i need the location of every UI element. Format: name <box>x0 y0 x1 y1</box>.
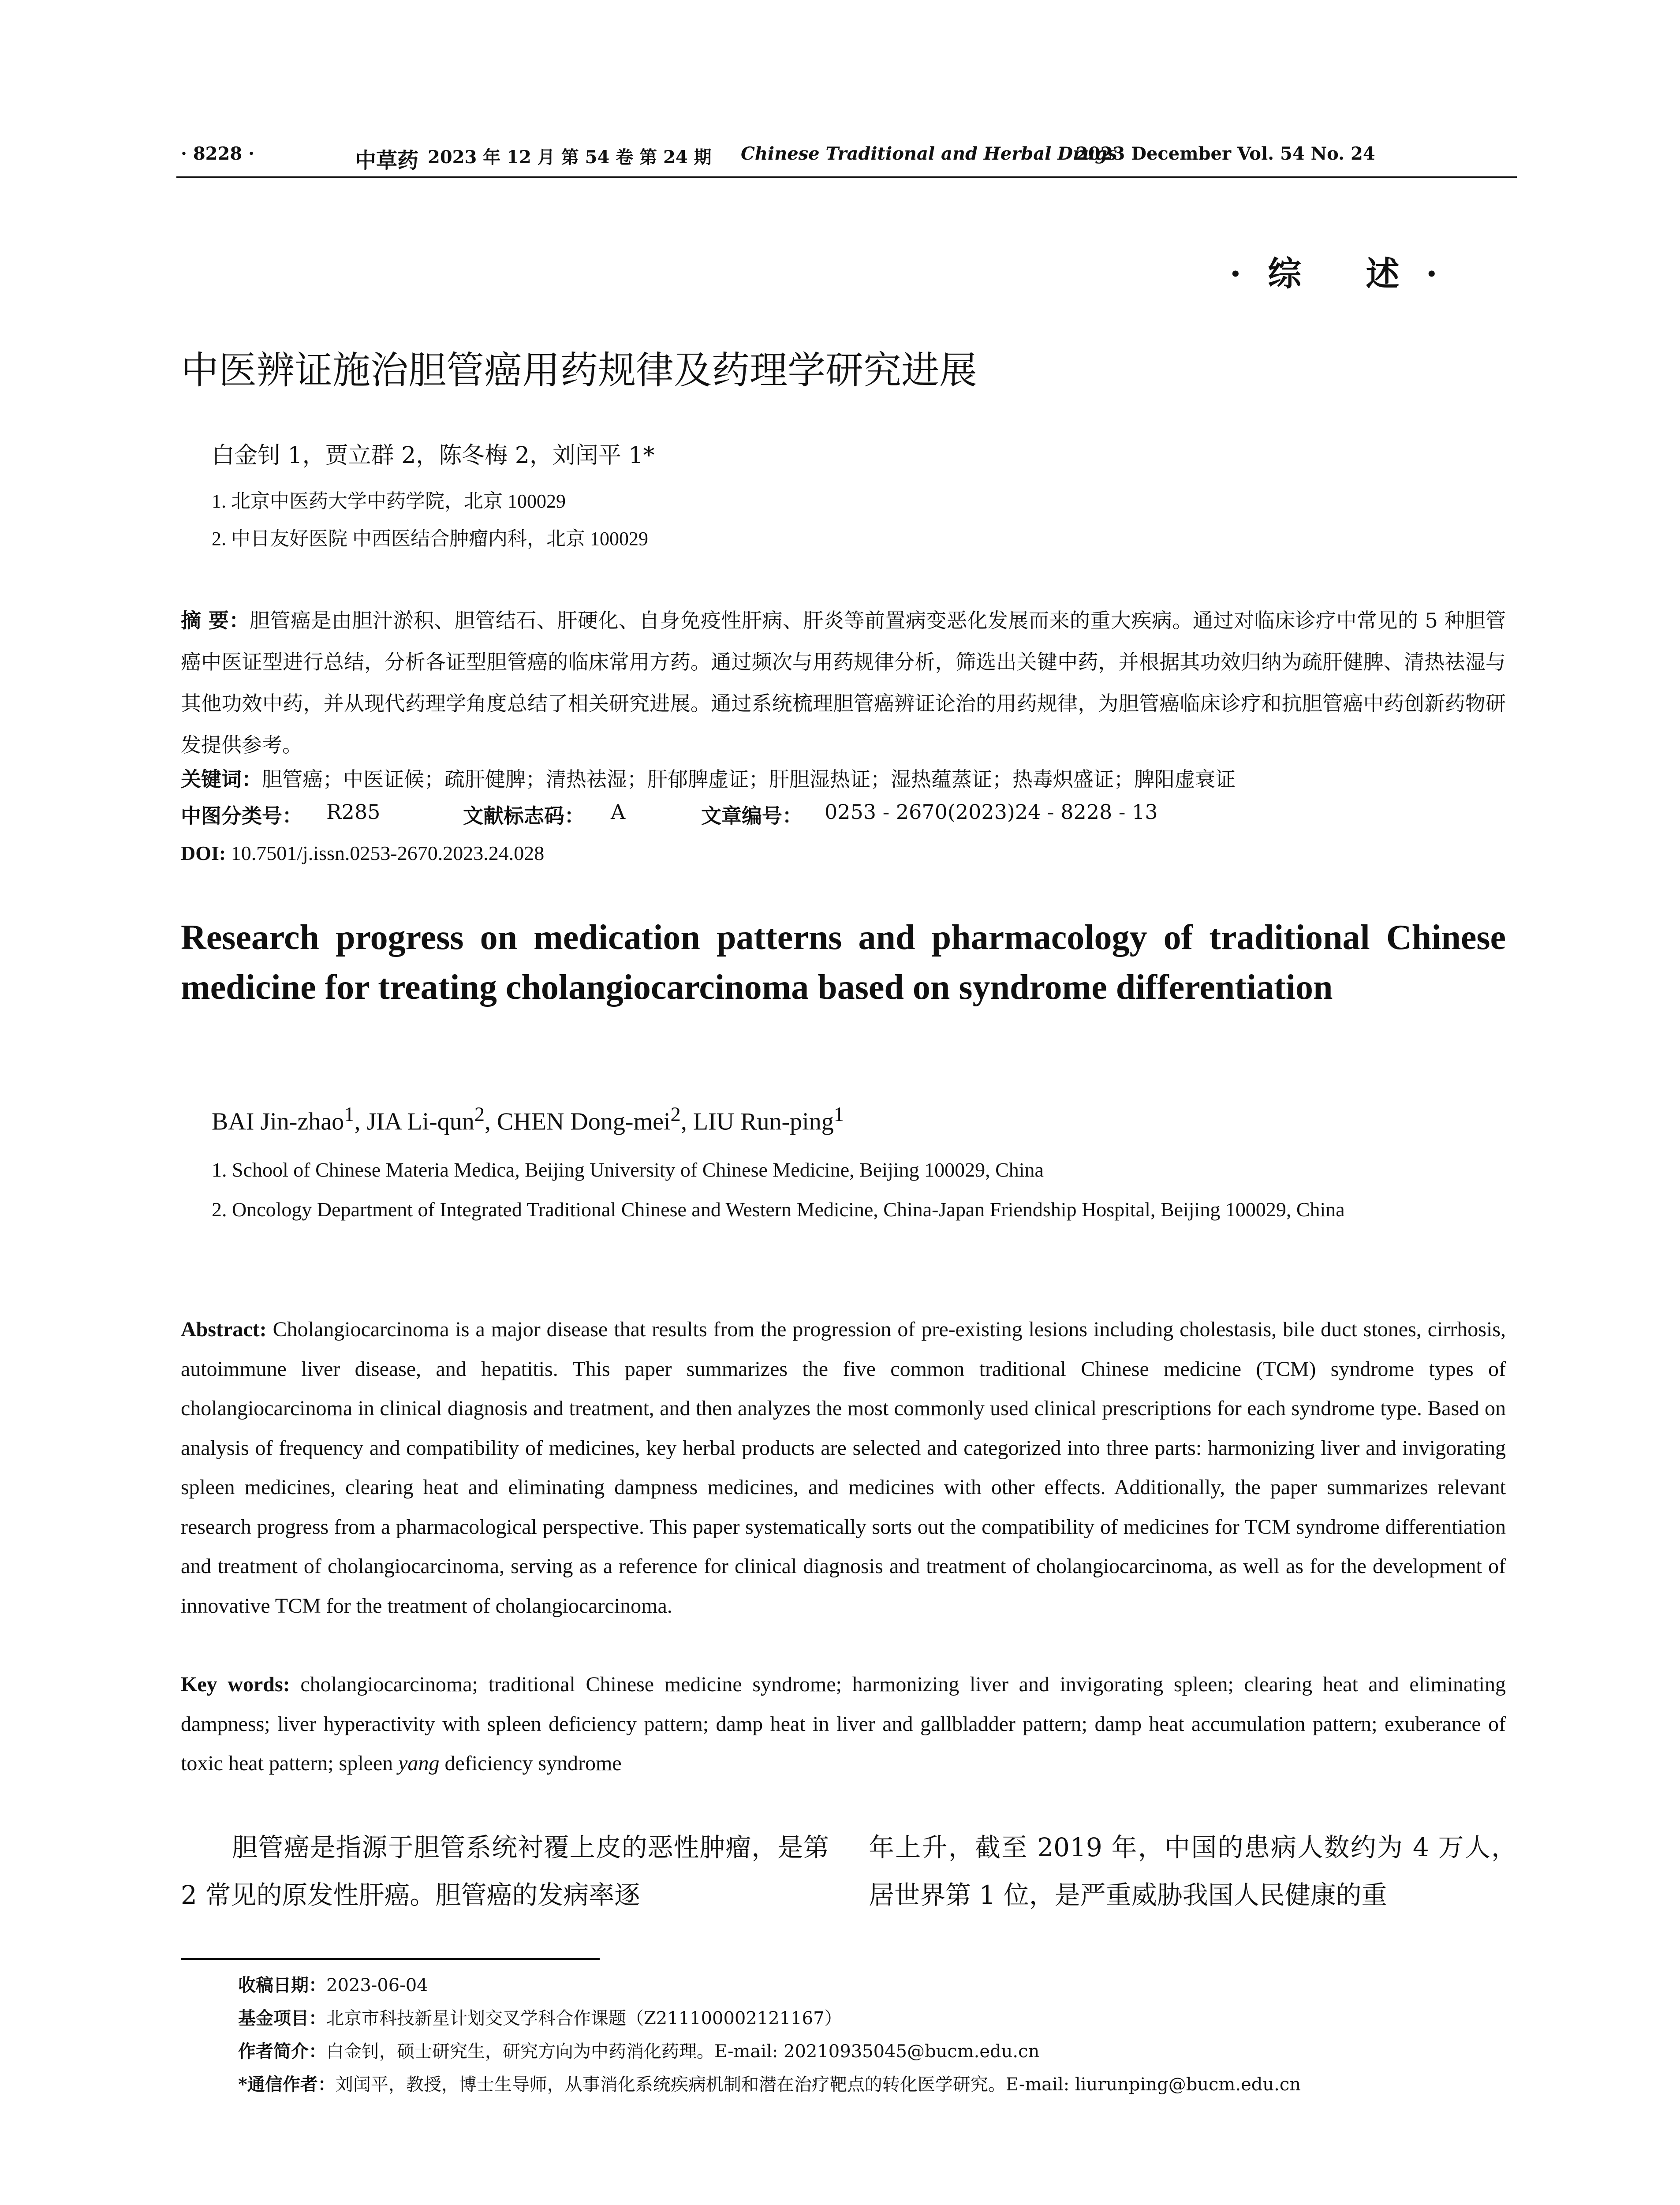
author-en-3: , CHEN Dong-mei <box>485 1108 671 1136</box>
footnote-rule <box>181 1958 600 1960</box>
journal-name-cn: 中草药 <box>355 148 419 173</box>
clc-label: 中图分类号： <box>181 804 302 828</box>
abstract-cn-text: 胆管癌是由胆汁淤积、胆管结石、肝硬化、自身免疫性肝病、肝炎等前置病变恶化发展而来的重大疾病。通过对临床诊疗中常见的 5 种胆管癌中医证型进行总结，分析各证型胆管癌的临床常用方药。通过频次与用药规律分析，筛选出关键中药，并根据其功效归纳为疏肝健脾、清热祛湿与其他功效中药，并从现代药理学角度总结了相关研究进展。通过系统梳理胆管癌辨证论治的用药规律，为胆管癌临床诊疗和抗胆管癌中药创新药物研发提供参考。 <box>181 609 1506 757</box>
footnote-text: 北京市科技新星计划交叉学科合作课题（Z211100002121167） <box>326 2008 842 2029</box>
keywords-en-label: Key words: <box>181 1673 290 1696</box>
affiliation-cn-2: 2. 中日友好医院 中西医结合肿瘤内科，北京 100029 <box>212 528 648 549</box>
doi-line <box>181 841 544 865</box>
authors-en <box>212 1102 844 1136</box>
footnote-corresponding <box>238 2070 1301 2096</box>
abstract-en-text: Cholangiocarcinoma is a major disease that results from the progression of pre-existing lesions including cholestasis, bile duct stones, cirrhosis, autoimmune liver disease, and hepatitis. This paper summarizes the five common traditional Chinese medicine (TCM) syndrome types of cholangiocarcinoma in clinical diagnosis and treatment, and then analyzes the most commonly used clinical prescriptions for each syndrome type. Based on analysis of frequency and compatibility of medicines, key herbal products are selected and categorized into three parts: harmonizing liver and invigorating spleen medicines, clearing heat and eliminating dampness medicines, and medicines with other effects. Additionally, the paper summarizes relevant research progress from a pharmacological perspective. This paper systematically sorts out the compatibility of medicines for TCM syndrome differentiation and treatment of cholangiocarcinoma, serving as a reference for clinical diagnosis and treatment of cholangiocarcinoma, as well as for the development of innovative TCM for the treatment of cholangiocarcinoma. <box>181 1318 1506 1618</box>
page-number: · 8228 · <box>181 143 255 164</box>
keywords-cn-text: 胆管癌；中医证候；疏肝健脾；清热祛湿；肝郁脾虚证；肝胆湿热证；湿热蕴蒸证；热毒炽盛证；脾阳虚衰证 <box>262 767 1236 791</box>
footnote-label: 收稿日期： <box>238 1975 326 1996</box>
author-en-2-sup: 2 <box>474 1103 485 1126</box>
author-en-1: BAI Jin-zhao <box>212 1108 344 1136</box>
author-en-4-sup: 1 <box>833 1103 844 1126</box>
author-en-4: , LIU Run-ping <box>680 1108 834 1136</box>
footnote-text: 刘闰平，教授，博士生导师，从事消化系统疾病机制和潜在治疗靶点的转化医学研究。E-mail: liurunping@bucm.edu.cn <box>335 2074 1301 2095</box>
footnote-label: 作者简介： <box>238 2041 326 2062</box>
abstract-en <box>181 1310 1506 1626</box>
doc-code-value: A <box>611 800 626 824</box>
author-en-1-sup: 1 <box>344 1103 355 1126</box>
journal-name-en: Chinese Traditional and Herbal Drugs <box>741 143 1117 164</box>
footnote-label: 基金项目： <box>238 2008 326 2029</box>
affiliation-en-2: 2. Oncology Department of Integrated Traditional Chinese and Western Medicine, China-Japan Friendship Hospital, Beijing 100029, China <box>212 1198 1345 1221</box>
title-en: Research progress on medication patterns and pharmacology of traditional Chinese medicine for treating cholangiocarcinoma based on syndrome differentiation <box>181 918 1506 1007</box>
authors-cn: 白金钊 1，贾立群 2，陈冬梅 2，刘闰平 1* <box>212 442 655 469</box>
issue-info-cn: 2023 年 12 月 第 54 卷 第 24 期 <box>428 147 712 168</box>
footnote-received <box>238 1971 428 1996</box>
keywords-cn-label: 关键词： <box>181 767 262 791</box>
header-rule <box>176 176 1517 178</box>
affiliation-en-1: 1. School of Chinese Materia Medica, Beijing University of Chinese Medicine, Beijing 100029, China <box>212 1159 1044 1181</box>
abstract-cn <box>181 600 1506 766</box>
keywords-en <box>181 1665 1506 1783</box>
footnote-funding <box>238 2004 842 2029</box>
footnote-text: 白金钊，硕士研究生，研究方向为中药消化药理。E-mail: 20210935045@bucm.edu.cn <box>326 2041 1040 2062</box>
clc-value: R285 <box>326 800 381 824</box>
body-column-left: 胆管癌是指源于胆管系统衬覆上皮的恶性肿瘤，是第 2 常见的原发性肝癌。胆管癌的发病率逐 <box>181 1832 829 1910</box>
author-en-3-sup: 2 <box>670 1103 681 1126</box>
keywords-en-tail: deficiency syndrome <box>439 1752 622 1775</box>
abstract-cn-label: 摘 要： <box>181 609 250 632</box>
doi-label: DOI: <box>181 842 226 864</box>
keywords-cn <box>181 759 1506 800</box>
article-no-label: 文章编号： <box>701 804 803 828</box>
footnote-label: *通信作者： <box>238 2074 336 2095</box>
author-en-2: , JIA Li-qun <box>354 1108 474 1136</box>
footnote-text: 2023-06-04 <box>326 1975 428 1996</box>
article-no-value: 0253 - 2670(2023)24 - 8228 - 13 <box>825 800 1158 824</box>
doi-value[interactable]: 10.7501/j.issn.0253-2670.2023.24.028 <box>231 842 545 864</box>
affiliation-cn-1: 1. 北京中医药大学中药学院，北京 100029 <box>212 490 566 512</box>
keywords-en-text: cholangiocarcinoma; traditional Chinese medicine syndrome; harmonizing liver and invigorating spleen; clearing heat and eliminating dampness; liver hyperactivity with spleen deficiency pattern; damp heat in liver and gallbladder pattern; damp heat accumulation pattern; exuberance of toxic heat pattern; spleen <box>181 1673 1506 1775</box>
keywords-en-italic: yang <box>398 1752 440 1775</box>
running-header <box>181 143 1517 173</box>
issue-info-en: 2023 December Vol. 54 No. 24 <box>1076 143 1375 164</box>
abstract-en-label: Abstract: <box>181 1318 267 1341</box>
section-label: ·综 述· <box>1229 254 1464 293</box>
doc-code-label: 文献标志码： <box>463 804 585 828</box>
title-cn: 中医辨证施治胆管癌用药规律及药理学研究进展 <box>181 348 977 392</box>
footnote-author-bio <box>238 2037 1039 2063</box>
body-column-right: 年上升，截至 2019 年，中国的患病人数约为 4 万人，居世界第 1 位，是严重威胁我国人民健康的重 <box>869 1832 1517 1910</box>
